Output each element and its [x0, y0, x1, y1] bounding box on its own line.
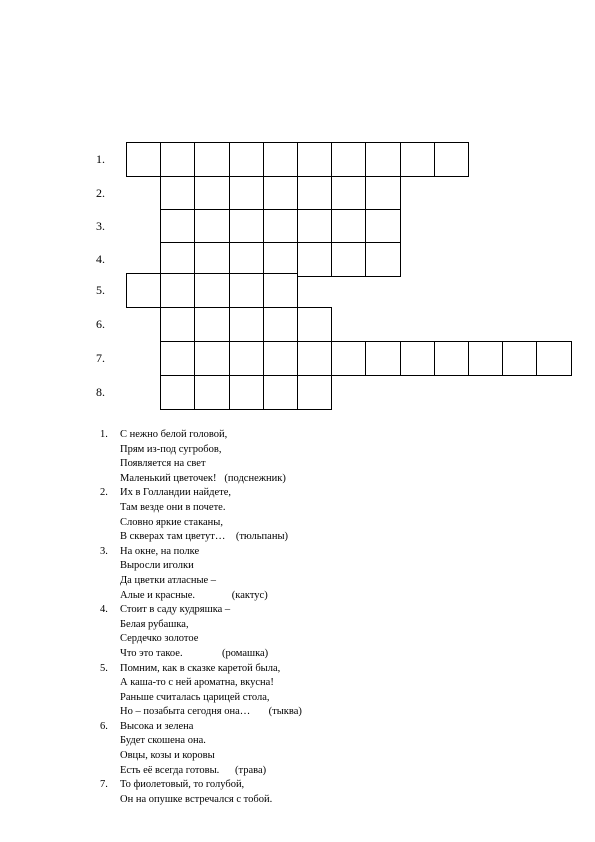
riddle-line: На окне, на полке [120, 545, 200, 557]
riddle-number: 2. [100, 487, 108, 499]
riddle-item [100, 662, 560, 720]
crossword-cell[interactable] [468, 341, 503, 376]
crossword-cell[interactable] [400, 341, 435, 376]
crossword-cell[interactable] [297, 142, 332, 177]
crossword-cell[interactable] [297, 176, 332, 211]
crossword-cell[interactable] [263, 307, 298, 342]
crossword-cell[interactable] [160, 375, 195, 410]
riddle-text [120, 603, 560, 661]
riddle-line: Там везде они в почете. [120, 501, 226, 513]
crossword-cell[interactable] [297, 209, 332, 244]
riddle-item [100, 428, 560, 486]
crossword-cell[interactable] [331, 341, 366, 376]
crossword-cell[interactable] [229, 142, 264, 177]
row-number: 2. [96, 186, 105, 200]
row-number: 3. [96, 219, 105, 233]
riddle-line: Появляется на свет [120, 458, 206, 470]
crossword-cell[interactable] [160, 307, 195, 342]
crossword-cell[interactable] [536, 341, 571, 376]
riddle-line: Что это такое. (ромашка) [120, 647, 269, 659]
crossword-cell[interactable] [297, 242, 332, 277]
crossword-cell[interactable] [365, 142, 400, 177]
riddle-line: В скверах там цветут… (тюльпаны) [120, 531, 288, 543]
riddle-list [100, 428, 560, 807]
crossword-cell[interactable] [194, 307, 229, 342]
crossword-cell[interactable] [229, 375, 264, 410]
riddle-item [100, 545, 560, 603]
riddle-line: Словно яркие стаканы, [120, 516, 223, 528]
riddle-line: Раньше считалась царицей стола, [120, 691, 270, 703]
crossword-cell[interactable] [263, 375, 298, 410]
crossword-cell[interactable] [126, 142, 161, 177]
riddle-line: То фиолетовый, то голубой, [120, 779, 245, 791]
riddle-number: 3. [100, 545, 108, 557]
riddle-line: Выросли иголки [120, 560, 194, 572]
crossword-cell[interactable] [160, 341, 195, 376]
riddle-line: А каша-то с ней ароматна, вкусна! [120, 677, 274, 689]
crossword-cell[interactable] [126, 273, 161, 308]
crossword-cell[interactable] [331, 242, 366, 277]
crossword-cell[interactable] [400, 142, 435, 177]
riddle-line: Помним, как в сказке каретой была, [120, 662, 281, 674]
riddle-line: Овцы, козы и коровы [120, 750, 215, 762]
crossword-cell[interactable] [229, 273, 264, 308]
crossword-cell[interactable] [365, 209, 400, 244]
crossword-cell[interactable] [331, 142, 366, 177]
riddle-number: 6. [100, 720, 108, 732]
riddle-line: Белая рубашка, [120, 618, 189, 630]
riddle-text [120, 428, 560, 486]
riddle-text [120, 545, 560, 603]
riddle-line: Маленький цветочек! (подснежник) [120, 472, 286, 484]
row-number: 4. [96, 252, 105, 266]
riddle-item [100, 720, 560, 778]
crossword-cell[interactable] [160, 209, 195, 244]
crossword-cell[interactable] [263, 242, 298, 277]
crossword-cell[interactable] [263, 176, 298, 211]
riddle-text [120, 486, 560, 544]
crossword-cell[interactable] [194, 273, 229, 308]
crossword-cell[interactable] [365, 341, 400, 376]
riddle-line: Сердечко золотое [120, 633, 199, 645]
crossword-cell[interactable] [297, 307, 332, 342]
crossword-cell[interactable] [194, 341, 229, 376]
riddle-line: С нежно белой головой, [120, 429, 228, 440]
row-number: 6. [96, 317, 105, 331]
riddle-line: Есть её всегда готовы. (трава) [120, 764, 267, 776]
crossword-cell[interactable] [194, 209, 229, 244]
riddle-line: Да цветки атласные – [120, 574, 217, 586]
crossword-cell[interactable] [263, 209, 298, 244]
crossword-cell[interactable] [194, 142, 229, 177]
riddle-item [100, 486, 560, 544]
crossword-cell[interactable] [365, 176, 400, 211]
crossword-cell[interactable] [263, 142, 298, 177]
crossword-cell[interactable] [263, 341, 298, 376]
crossword-cell[interactable] [160, 273, 195, 308]
riddle-line: Будет скошена она. [120, 735, 206, 747]
crossword-cell[interactable] [229, 176, 264, 211]
riddle-item [100, 603, 560, 661]
riddle-line: Их в Голландии найдете, [120, 487, 232, 499]
crossword-cell[interactable] [194, 375, 229, 410]
crossword-grid [0, 0, 595, 420]
riddle-line: Алые и красные. (кактус) [120, 589, 268, 601]
crossword-cell[interactable] [229, 242, 264, 277]
crossword-cell[interactable] [365, 242, 400, 277]
crossword-cell[interactable] [194, 242, 229, 277]
riddle-number: 7. [100, 779, 108, 791]
crossword-cell[interactable] [160, 176, 195, 211]
crossword-cell[interactable] [160, 142, 195, 177]
crossword-cell[interactable] [263, 273, 298, 308]
row-number: 7. [96, 351, 105, 365]
riddle-line: Но – позабыта сегодня она… (тыква) [120, 706, 302, 718]
riddle-line: Он на опушке встречался с тобой. [120, 793, 273, 805]
crossword-cell[interactable] [229, 341, 264, 376]
riddle-line: Прям из-под сугробов, [120, 443, 222, 455]
crossword-cell[interactable] [297, 341, 332, 376]
riddle-text [120, 778, 560, 807]
riddle-item [100, 778, 560, 807]
riddle-line: Стоит в саду кудряшка – [120, 604, 231, 616]
crossword-cell[interactable] [194, 176, 229, 211]
row-number: 8. [96, 385, 105, 399]
crossword-cell[interactable] [502, 341, 537, 376]
row-number: 5. [96, 283, 105, 297]
riddle-line: Высока и зелена [120, 720, 194, 732]
crossword-cell[interactable] [331, 176, 366, 211]
riddle-text [120, 720, 560, 778]
crossword-cell[interactable] [160, 242, 195, 277]
crossword-cell[interactable] [434, 142, 469, 177]
riddle-text [120, 662, 560, 720]
crossword-cell[interactable] [331, 209, 366, 244]
crossword-cell[interactable] [297, 375, 332, 410]
crossword-cell[interactable] [229, 307, 264, 342]
riddle-number: 5. [100, 662, 108, 674]
riddle-number: 1. [100, 429, 108, 440]
crossword-cell[interactable] [434, 341, 469, 376]
riddle-number: 4. [100, 604, 108, 616]
row-number: 1. [96, 152, 105, 166]
crossword-cell[interactable] [229, 209, 264, 244]
